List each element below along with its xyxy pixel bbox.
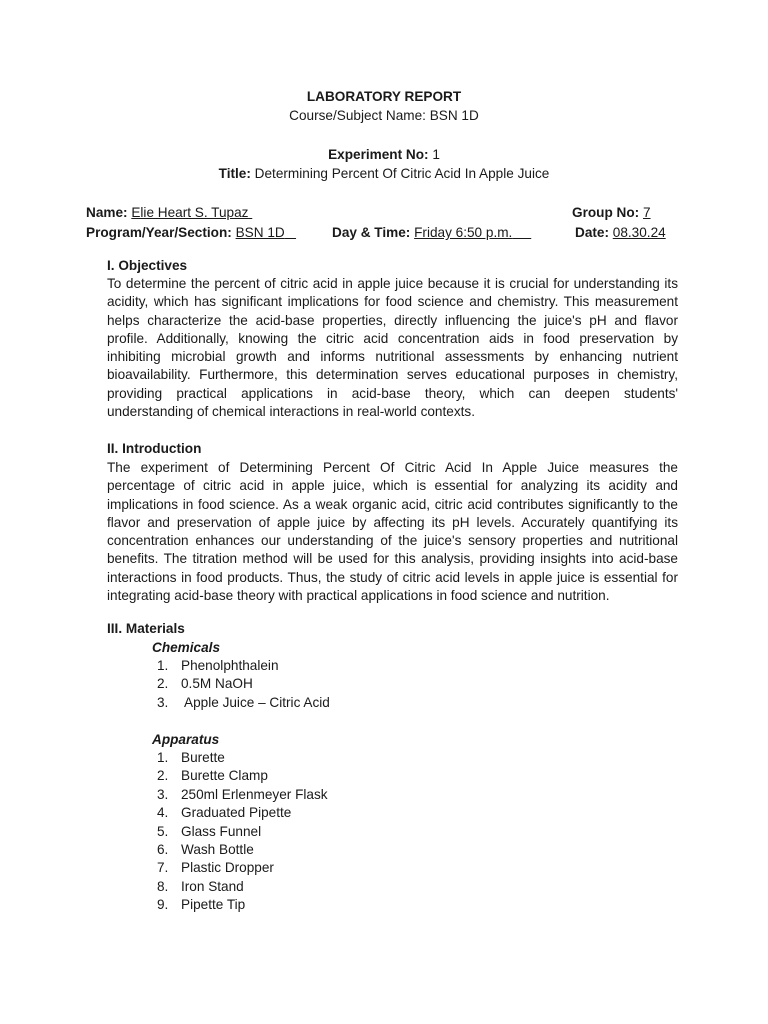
experiment-number: 1 xyxy=(432,147,440,162)
title-value: Determining Percent Of Citric Acid In Apple Juice xyxy=(254,166,550,181)
report-title: LABORATORY REPORT xyxy=(306,89,462,104)
paragraph-line: integrating acid-base theory with practical applications in food science and nutrition. xyxy=(107,588,610,604)
apparatus-heading: Apparatus xyxy=(152,732,220,747)
experiment-line xyxy=(0,146,768,164)
paragraph-line: implications in food science. As a weak organic acid, citric acid contributes significantly to the xyxy=(107,496,678,512)
daytime-field xyxy=(332,224,531,242)
list-item: 8. Iron Stand xyxy=(157,878,244,894)
list-item: 6. Wash Bottle xyxy=(157,841,254,857)
list-item: 3. Apple Juice – Citric Acid xyxy=(157,694,330,710)
paragraph-line: profile. Additionally, knowing the citric acid concentration aids in food preservation by xyxy=(107,330,678,346)
paragraph-line: providing practical applications in acid-base theory, which can deepen students' xyxy=(107,385,678,401)
list-item: 5. Glass Funnel xyxy=(157,823,262,839)
paragraph-line: concentration enhances our understanding of the juice's sensory properties and nutritional xyxy=(107,533,678,549)
paragraph-line: To determine the percent of citric acid in apple juice because it is crucial for understanding its xyxy=(107,276,678,291)
paragraph-line: inhibiting microbial growth and informs nutritional assessments by enhancing nutrient xyxy=(107,349,678,365)
experiment-label: Experiment No: xyxy=(328,147,429,162)
program-field xyxy=(86,224,296,242)
name-value: Elie Heart S. Tupaz xyxy=(131,205,249,220)
date-label: Date: xyxy=(575,225,609,240)
paragraph-line: understanding of chemical interactions in real-world contexts. xyxy=(107,404,475,420)
daytime-label: Day & Time: xyxy=(332,225,411,240)
program-label: Program/Year/Section: xyxy=(86,225,232,240)
title-label: Title: xyxy=(218,166,251,181)
name-field xyxy=(86,204,252,222)
list-item: 7. Plastic Dropper xyxy=(157,860,274,876)
list-item: 2. Burette Clamp xyxy=(157,768,268,784)
apparatus-list xyxy=(152,749,328,915)
date-field xyxy=(575,224,666,242)
list-item: 1. Burette xyxy=(157,750,225,765)
group-value: 7 xyxy=(642,205,651,220)
paragraph-line: percentage of citric acid in apple juice, which is essential for analyzing its acidity and xyxy=(107,478,678,494)
name-label: Name: xyxy=(86,205,128,220)
objectives-heading: I. Objectives xyxy=(107,258,188,273)
list-item: 9. Pipette Tip xyxy=(157,897,246,913)
objectives-paragraph xyxy=(107,275,678,421)
chemicals-list xyxy=(152,657,330,712)
paragraph-line: flavor and preservation of apple juice by affecting its pH levels. Accurately quantifying its xyxy=(107,514,678,530)
program-value: BSN 1D xyxy=(235,225,285,240)
title-line xyxy=(0,165,768,183)
course-line: Course/Subject Name: BSN 1D xyxy=(289,108,479,123)
paragraph-line: bioavailability. Furthermore, this determination serves educational purposes in chemistry, xyxy=(107,367,678,383)
group-label: Group No: xyxy=(572,205,640,220)
date-value: 08.30.24 xyxy=(612,225,666,240)
introduction-paragraph xyxy=(107,459,678,605)
list-item: 4. Graduated Pipette xyxy=(157,805,292,821)
paragraph-line: benefits. The titration method will be used for this analysis, providing insights into acid-base xyxy=(107,551,678,567)
materials-heading: III. Materials xyxy=(107,621,185,636)
list-item: 1. Phenolphthalein xyxy=(157,658,279,673)
chemicals-heading: Chemicals xyxy=(152,640,221,655)
group-field xyxy=(572,204,651,222)
list-item: 2. 0.5M NaOH xyxy=(157,676,253,692)
list-item: 3. 250ml Erlenmeyer Flask xyxy=(157,786,328,802)
paragraph-line: interactions in food products. Thus, the study of citric acid levels in apple juice is essential for xyxy=(107,569,678,585)
paragraph-line: helps characterize the acid-base properties, directly influencing the juice's pH and flavor xyxy=(107,312,678,328)
paragraph-line: acidity, which has significant implications for food science and chemistry. This measurement xyxy=(107,294,678,310)
daytime-value: Friday 6:50 p.m. xyxy=(414,225,513,240)
introduction-heading: II. Introduction xyxy=(107,441,202,456)
paragraph-line: The experiment of Determining Percent Of Citric Acid In Apple Juice measures the xyxy=(107,460,678,475)
